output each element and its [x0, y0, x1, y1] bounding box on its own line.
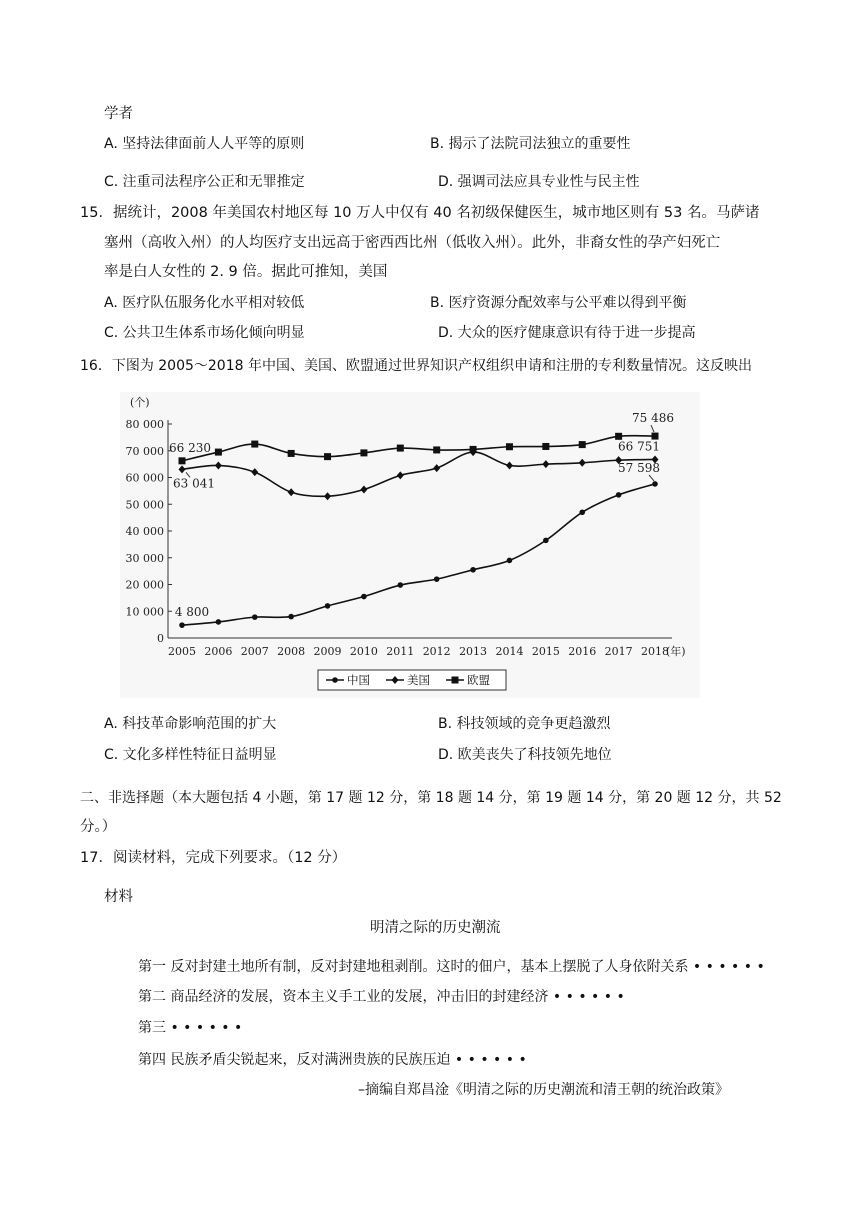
data-point-eu [215, 449, 222, 456]
data-point-china [616, 492, 622, 498]
q14-option-b[interactable]: B. 揭示了法院司法独立的重要性 [430, 136, 631, 152]
q15-option-d[interactable]: D. 大众的医疗健康意识有待于进一步提高 [438, 325, 696, 341]
x-tick-label: 2005 [168, 645, 196, 658]
q15-stem-line3: 率是白人女性的 2. 9 倍。据此可推知，美国 [104, 264, 388, 280]
x-tick-label: 2014 [495, 645, 524, 658]
x-tick-label: 2010 [349, 645, 378, 658]
data-point-china [652, 481, 658, 487]
x-tick-label: 2006 [204, 645, 233, 658]
q14-option-a[interactable]: A. 坚持法律面前人人平等的原则 [104, 136, 305, 152]
data-point-china [543, 538, 549, 544]
q17-item-1: 第一 反对封建土地所有制，反对封建地租剥削。这时的佃户，基本上摆脱了人身依附关系 • • • • • • [138, 959, 765, 975]
legend-label-china: 中国 [347, 673, 370, 687]
section2-heading-line2: 分。） [80, 819, 117, 835]
data-point-china [325, 603, 331, 609]
data-point-china [252, 614, 258, 620]
x-tick-label: 2016 [568, 645, 597, 658]
data-point-eu [542, 443, 549, 450]
x-tick-label: 2017 [604, 645, 633, 658]
label-usa-2018: 66 751 [618, 439, 660, 454]
patent-chart-svg [120, 392, 700, 698]
data-point-china [579, 509, 585, 515]
legend-marker-china [332, 677, 338, 683]
label-usa-2005: 63 041 [173, 476, 215, 491]
y-tick-label: 40 000 [125, 525, 164, 538]
data-point-china [179, 622, 185, 628]
label-china-2018: 57 598 [618, 460, 660, 475]
legend-label-eu: 欧盟 [467, 673, 490, 687]
q15-option-a[interactable]: A. 医疗队伍服务化水平相对较低 [104, 295, 305, 311]
x-tick-label: 2018 [641, 645, 669, 658]
q16-option-c[interactable]: C. 文化多样性特征日益明显 [104, 747, 277, 763]
y-tick-label: 80 000 [125, 418, 164, 431]
label-eu-2005: 66 230 [169, 440, 211, 455]
data-point-eu [397, 445, 404, 452]
y-tick-label: 0 [157, 632, 164, 645]
data-point-china [434, 576, 440, 582]
x-tick-label: 2007 [240, 645, 269, 658]
y-tick-label: 20 000 [125, 578, 164, 592]
patent-line-chart [120, 392, 700, 698]
data-point-eu [251, 441, 258, 448]
q16-option-d[interactable]: D. 欧美丧失了科技领先地位 [438, 747, 612, 763]
y-tick-label: 10 000 [125, 605, 164, 619]
x-tick-label: 2009 [313, 645, 342, 658]
y-tick-label: 60 000 [125, 471, 164, 485]
legend-marker-eu [452, 677, 459, 684]
data-point-eu [506, 443, 513, 450]
data-point-eu [433, 446, 440, 453]
x-tick-label: 2011 [386, 645, 415, 658]
data-point-china [470, 567, 476, 573]
section2-heading-line1: 二、非选择题（本大题包括 4 小题，第 17 题 12 分，第 18 题 14 分，第 19 题 14 分，第 20 题 12 分，共 52 [80, 790, 782, 806]
label-china-2005: 4 800 [174, 605, 210, 620]
legend-label-usa: 美国 [407, 673, 430, 687]
data-point-eu [470, 446, 477, 453]
data-point-eu [324, 453, 331, 460]
y-tick-label: 50 000 [125, 498, 164, 512]
q17-material-title: 明清之际的历史潮流 [370, 920, 501, 936]
q17-stem: 17．阅读材料，完成下列要求。（12 分） [80, 850, 347, 866]
data-point-china [288, 614, 294, 620]
q17-item-2: 第二 商品经济的发展，资本主义手工业的发展，冲击旧的封建经济 • • • • • • [138, 989, 625, 1005]
q17-item-4: 第四 民族矛盾尖锐起来，反对满洲贵族的民族压迫 • • • • • • [138, 1052, 527, 1068]
y-axis-unit: (个) [130, 396, 150, 409]
data-point-china [216, 619, 222, 625]
x-tick-label: 2012 [422, 645, 451, 658]
y-tick-label: 30 000 [125, 551, 164, 565]
data-point-china [507, 558, 513, 564]
x-axis-unit: (年) [666, 645, 686, 658]
q17-material-label: 材料 [104, 889, 133, 905]
data-point-eu [360, 449, 367, 456]
q15-option-b[interactable]: B. 医疗资源分配效率与公平难以得到平衡 [430, 295, 687, 311]
label-eu-2018: 75 486 [632, 411, 674, 426]
q16-option-b[interactable]: B. 科技领域的竞争更趋激烈 [438, 716, 611, 732]
q15-stem-line2: 塞州（高收入州）的人均医疗支出远高于密西西比州（低收入州）。此外，非裔女性的孕产妇死亡 [104, 235, 721, 251]
y-tick-label: 70 000 [125, 444, 164, 458]
x-tick-label: 2015 [531, 645, 560, 658]
q14-stem-tail: 学者 [104, 106, 133, 122]
data-point-china [361, 594, 367, 600]
q16-stem: 16．下图为 2005～2018 年中国、美国、欧盟通过世界知识产权组织申请和注册的专利数量情况。这反映出 [80, 358, 752, 374]
q15-option-c[interactable]: C. 公共卫生体系市场化倾向明显 [104, 325, 305, 341]
q14-option-d[interactable]: D. 强调司法应具专业性与民主性 [438, 174, 640, 190]
x-tick-label: 2008 [277, 645, 306, 658]
q17-item-3: 第三 • • • • • • [138, 1020, 243, 1036]
data-point-eu [179, 457, 186, 464]
q17-source: –摘编自郑昌淦《明清之际的历史潮流和清王朝的统治政策》 [358, 1082, 729, 1098]
data-point-eu [579, 441, 586, 448]
data-point-eu [288, 450, 295, 457]
data-point-china [398, 582, 404, 588]
x-tick-label: 2013 [459, 645, 488, 658]
q16-option-a[interactable]: A. 科技革命影响范围的扩大 [104, 716, 277, 732]
q15-stem-line1: 15．据统计，2008 年美国农村地区每 10 万人中仅有 40 名初级保健医生，城市地区则有 53 名。马萨诸 [80, 205, 760, 221]
q14-option-c[interactable]: C. 注重司法程序公正和无罪推定 [104, 174, 305, 190]
